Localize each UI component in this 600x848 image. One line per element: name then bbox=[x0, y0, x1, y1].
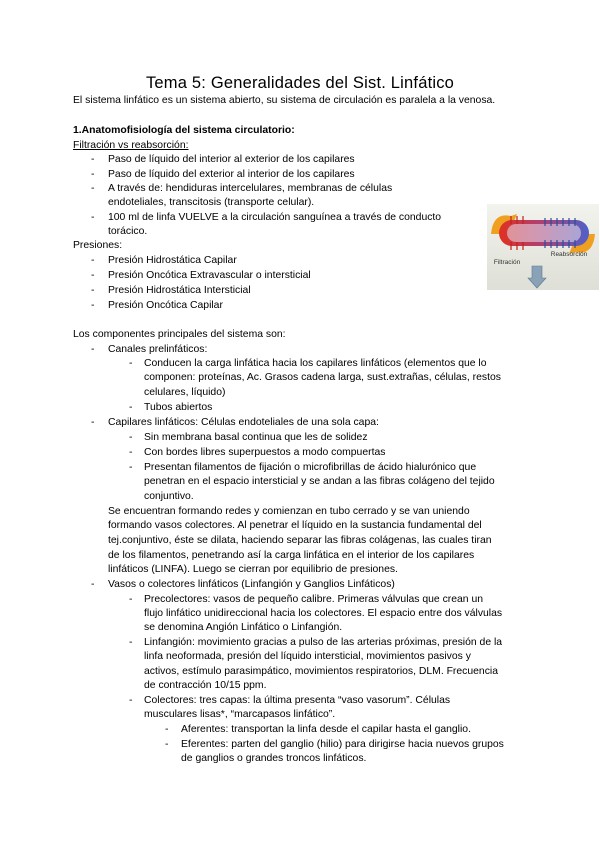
paragraph-line: Se encuentran formando redes y comienzan en tubo cerrado y se van uniendo bbox=[108, 506, 470, 517]
sub-list-item: Conducen la carga linfática hacia los capilares linfáticos (elementos que lo bbox=[144, 358, 487, 369]
sub-list-item-cont: musculares lisas*, “marcapasos linfático”. bbox=[144, 709, 336, 720]
sub-list-item: Linfangión: movimiento gracias a pulso de las arterias próximas, presión de la bbox=[144, 637, 503, 648]
paragraph-line: tej.conjuntivo, éste se dilata, haciendo separar las fibras colágenas, las cuales tiran bbox=[108, 535, 492, 546]
list-bullet: - bbox=[91, 212, 95, 223]
section-subheading: Filtración vs reabsorción: bbox=[73, 140, 189, 151]
sub-list-item-cont: componen: proteínas, Ac. Grasos cadena larga, sust.extrañas, células, restos bbox=[144, 372, 501, 383]
sub-list-item-cont: de contracción 10/15 ppm. bbox=[144, 680, 267, 691]
list-bullet: - bbox=[129, 447, 133, 458]
list-item: Presión Hidrostática Intersticial bbox=[108, 285, 251, 296]
list-bullet: - bbox=[129, 695, 133, 706]
list-bullet: - bbox=[129, 637, 133, 648]
list-item: Presión Oncótica Capilar bbox=[108, 300, 223, 311]
list-bullet: - bbox=[91, 270, 95, 281]
list-bullet: - bbox=[129, 358, 133, 369]
intro-text: El sistema linfático es un sistema abierto, su sistema de circulación es paralela a la venosa. bbox=[73, 95, 496, 106]
list-bullet: - bbox=[165, 724, 169, 735]
subsub-list-item: Aferentes: transportan la linfa desde el capilar hasta el ganglio. bbox=[181, 724, 471, 735]
list-item-cont: torácico. bbox=[108, 226, 148, 237]
sub-list-item-cont: celulares, líquido) bbox=[144, 387, 226, 398]
list-bullet: - bbox=[91, 183, 95, 194]
subsub-list-item: Eferentes: parten del ganglio (hilio) para dirigirse hacia nuevos grupos bbox=[181, 739, 504, 750]
sub-list-item: Con bordes libres superpuestos a modo compuertas bbox=[144, 447, 386, 458]
list-item-cont: endoteliales, transcitosis (transporte celular). bbox=[108, 197, 315, 208]
sub-list-item-cont: activos, estímulo parasimpático, movimientos respiratorios, DLM. Frecuencia bbox=[144, 666, 498, 677]
list-bullet: - bbox=[129, 594, 133, 605]
list-bullet: - bbox=[91, 300, 95, 311]
sub-list-item-cont: se denomina Angión Linfático o Linfangión. bbox=[144, 622, 343, 633]
list-bullet: - bbox=[91, 255, 95, 266]
sub-list-item-cont: flujo linfático unidireccional hacia los colectores. El espacio entre dos válvulas bbox=[144, 608, 503, 619]
paragraph-line: de los filamentos, penetrando así la carga linfática en el interior de los capilares bbox=[108, 550, 475, 561]
list-item: Capilares linfáticos: Células endoteliales de una sola capa: bbox=[108, 417, 379, 428]
list-bullet: - bbox=[91, 344, 95, 355]
list-item: Vasos o colectores linfáticos (Linfangión y Ganglios Linfáticos) bbox=[108, 579, 395, 590]
capillary-exchange-figure bbox=[487, 204, 599, 290]
figure-label-right: Reabsorción bbox=[550, 251, 588, 258]
list-item: Presión Oncótica Extravascular o intersticial bbox=[108, 270, 311, 281]
paragraph-line: formando vasos colectores. Al penetrar el líquido en la sustancia fundamental del bbox=[108, 520, 482, 531]
list-bullet: - bbox=[91, 154, 95, 165]
list-item: A través de: hendiduras intercelulares, membranas de células bbox=[108, 183, 393, 194]
list-bullet: - bbox=[91, 285, 95, 296]
paragraph-line: linfáticos (LINFA). Luego se cierran por equilibrio de presiones. bbox=[108, 564, 398, 575]
components-intro: Los componentes principales del sistema son: bbox=[73, 329, 286, 340]
list-bullet: - bbox=[129, 432, 133, 443]
sub-list-item: Precolectores: vasos de pequeño calibre. Primeras válvulas que crean un bbox=[144, 594, 484, 605]
list-bullet: - bbox=[91, 579, 95, 590]
list-item: Paso de líquido del interior al exterior de los capilares bbox=[108, 154, 355, 165]
sub-list-item: Tubos abiertos bbox=[144, 402, 213, 413]
sub-list-item: Presentan filamentos de fijación o microfibrillas de ácido hialurónico que bbox=[144, 462, 477, 473]
sub-list-item-cont: linfa neoformada, presión del líquido intersticial, movimientos pasivos y bbox=[144, 651, 471, 662]
capillary-lumen bbox=[507, 224, 581, 242]
subsub-list-item-cont: de ganglios o grandes troncos linfáticos. bbox=[181, 753, 367, 764]
list-bullet: - bbox=[129, 402, 133, 413]
page-title: Tema 5: Generalidades del Sist. Linfático bbox=[145, 74, 455, 92]
section-heading: 1.Anatomofisiología del sistema circulatorio: bbox=[73, 125, 295, 136]
sub-list-item-cont: conjuntivo. bbox=[144, 491, 194, 502]
list-item: Canales prelinfáticos: bbox=[108, 344, 208, 355]
list-bullet: - bbox=[91, 417, 95, 428]
list-bullet: - bbox=[165, 739, 169, 750]
sub-list-item: Colectores: tres capas: la última presenta “vaso vasorum”. Células bbox=[144, 695, 451, 706]
list-bullet: - bbox=[91, 169, 95, 180]
sub-list-item-cont: penetran en el espacio intersticial y se andan a las fibras colágeno del tejido bbox=[144, 476, 495, 487]
list-bullet: - bbox=[129, 462, 133, 473]
list-item: Presión Hidrostática Capilar bbox=[108, 255, 237, 266]
figure-label-left: Filtración bbox=[493, 259, 521, 266]
list-item: Paso de líquido del exterior al interior de los capilares bbox=[108, 169, 355, 180]
sub-list-item: Sin membrana basal continua que les de solidez bbox=[144, 432, 368, 443]
list-item: 100 ml de linfa VUELVE a la circulación sanguínea a través de conducto bbox=[108, 212, 442, 223]
pressures-label: Presiones: bbox=[73, 240, 123, 251]
